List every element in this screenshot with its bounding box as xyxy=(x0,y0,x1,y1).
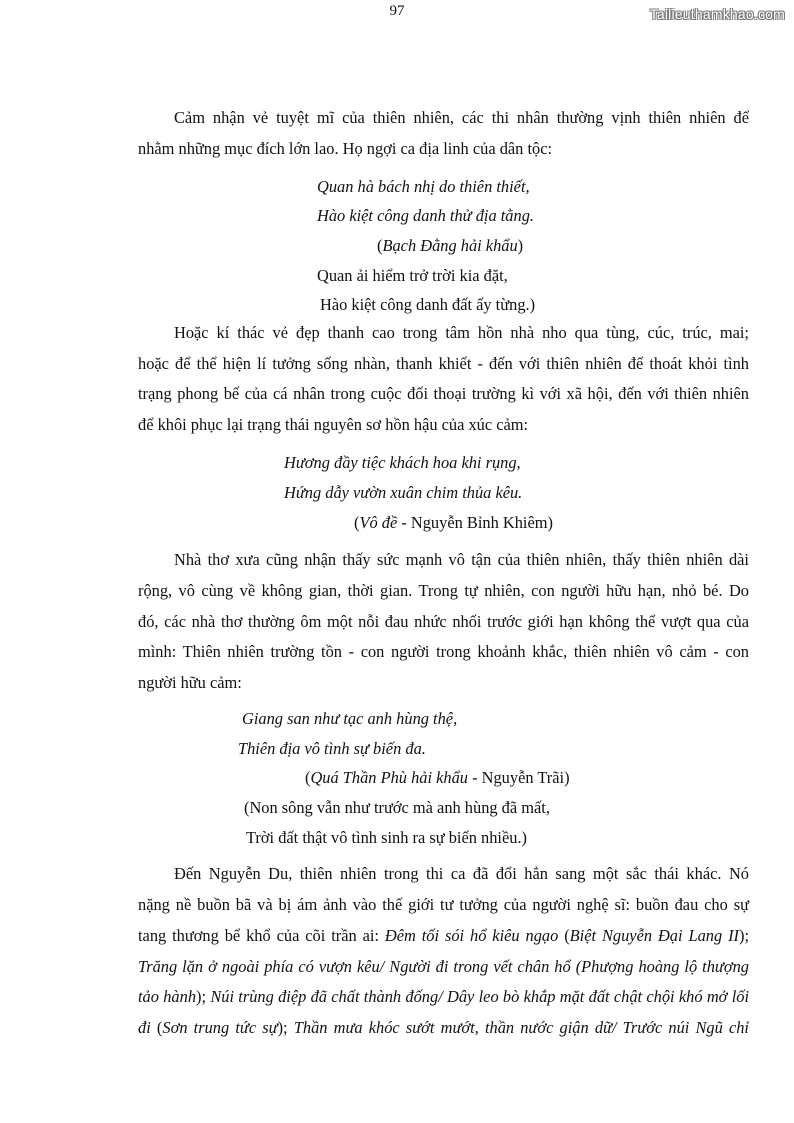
poem-2-source: (Vô đề - Nguyễn Bỉnh Khiêm) xyxy=(354,513,553,532)
poem-3-translation-line-2: Trời đất thật vô tình sinh ra sự biến nhiều.) xyxy=(246,828,527,847)
poem-1-line-1: Quan hà bách nhị do thiên thiết, xyxy=(317,177,530,196)
paragraph-4-line-4: Trăng lặn ở ngoài phía có vượn kêu/ Người đi trong vết chân hổ (Phượng hoàng lộ thượng xyxy=(138,957,749,976)
poem-3-source-title: Quá Thần Phù hải khẩu xyxy=(310,768,468,787)
poem-2-source-author: - Nguyễn Bỉnh Khiêm) xyxy=(397,513,553,532)
paragraph-4-line-1: Đến Nguyễn Du, thiên nhiên trong thi ca đã đổi hẳn sang một sắc thái khác. Nó xyxy=(174,864,749,883)
paragraph-1-line-1: Cảm nhận vẻ tuyệt mĩ của thiên nhiên, các thi nhân thường vịnh thiên nhiên để xyxy=(174,108,749,127)
paragraph-2-line-4: để khôi phục lại trạng thái nguyên sơ hồn hậu của xúc cảm: xyxy=(138,415,529,434)
paragraph-4-line-3-text: tang thương bể khổ của cõi trần ai: xyxy=(138,926,385,945)
poem-2-line-2: Hứng dẫy vườn xuân chim thủa kêu. xyxy=(284,483,523,502)
poem-1-source-title: Bạch Đằng hải khẩu xyxy=(382,236,518,255)
paragraph-3-line-1: Nhà thơ xưa cũng nhận thấy sức mạnh vô tận của thiên nhiên, thấy thiên nhiên dài xyxy=(174,550,749,569)
paragraph-3-line-4: mình: Thiên nhiên trường tồn - con người trong khoảnh khắc, thiên nhiên vô cảm - con xyxy=(138,642,749,661)
poem-1-source: (Bạch Đằng hải khẩu) xyxy=(377,236,524,255)
poem-2-source-title: Vô đề xyxy=(359,513,398,532)
watermark-text: Tailieuthamkhao.com xyxy=(649,6,785,22)
paragraph-3-line-2: rộng, vô cùng về không gian, thời gian. Trong tự nhiên, con người hữu hạn, nhỏ bé. Do xyxy=(138,581,749,600)
paren-open: ( xyxy=(558,926,570,945)
quote-dem-toi: Đêm tối sói hổ kiêu ngạo xyxy=(384,926,559,945)
quote-di: đi xyxy=(138,1018,151,1037)
paragraph-3-line-5: người hữu cảm: xyxy=(138,673,242,692)
title-son-trung-tuc-su: Sơn trung tức sự xyxy=(162,1018,278,1037)
paragraph-4-line-2: nặng nề buồn bã và bị ám ảnh vào thế giới tư tưởng của người nghệ sĩ: buồn đau cho sự xyxy=(138,895,749,914)
paren-close: ); xyxy=(196,987,211,1006)
poem-1-translation-line-1: Quan ải hiểm trở trời kia đặt, xyxy=(317,266,508,285)
poem-3-source: (Quá Thần Phù hải khẩu - Nguyễn Trãi) xyxy=(305,768,570,787)
title-tao-hanh: tảo hành xyxy=(138,987,197,1006)
quote-nui-trung-diep: Núi trùng điệp đã chất thành đống/ Dây leo bò khắp mặt đất chật chội khó mở lối xyxy=(210,987,749,1006)
quote-than-mua: Thần mưa khóc sướt mướt, thần nước giận dữ/ Trước núi Ngũ chỉ xyxy=(293,1018,749,1037)
paragraph-4-line-3 xyxy=(138,926,749,946)
paren-close: ); xyxy=(277,1018,294,1037)
paren-open: ( xyxy=(150,1018,163,1037)
title-biet-nguyen-dai-lang: Biệt Nguyễn Đại Lang II xyxy=(569,926,739,945)
paragraph-2-line-1: Hoặc kí thác vẻ đẹp thanh cao trong tâm hồn nhà nho qua tùng, cúc, trúc, mai; xyxy=(174,323,749,342)
paragraph-4-line-5 xyxy=(138,987,749,1007)
page-number: 97 xyxy=(389,3,405,19)
paragraph-2-line-3: trạng phong bế của cá nhân trong cuộc đối thoại trường kì với xã hội, đến với thiên nhiên xyxy=(138,384,749,403)
paragraph-1-line-2: nhằm những mục đích lớn lao. Họ ngợi ca địa linh của dân tộc: xyxy=(138,139,553,158)
paragraph-4-line-6 xyxy=(138,1018,749,1038)
poem-1-line-2: Hào kiệt công danh thử địa tằng. xyxy=(317,206,534,225)
poem-3-line-1: Giang san như tạc anh hùng thệ, xyxy=(242,709,458,728)
poem-3-translation-line-1: (Non sông vẫn như trước mà anh hùng đã mất, xyxy=(244,798,550,817)
poem-3-line-2: Thiên địa vô tình sự biến đa. xyxy=(238,739,426,758)
paragraph-2-line-2: hoặc để thể hiện lí tưởng sống nhàn, thanh khiết - đến với thiên nhiên để thoát khỏi tình xyxy=(138,354,749,373)
paren-close: ); xyxy=(738,926,749,945)
poem-3-source-author: - Nguyễn Trãi) xyxy=(468,768,570,787)
poem-1-translation-line-2: Hào kiệt công danh đất ấy từng.) xyxy=(320,295,536,314)
poem-2-line-1: Hương đầy tiệc khách hoa khi rụng, xyxy=(284,453,521,472)
paragraph-3-line-3: đó, các nhà thơ thường ôm một nỗi đau nhức nhối trước giới hạn không thể vượt qua của xyxy=(138,612,749,631)
